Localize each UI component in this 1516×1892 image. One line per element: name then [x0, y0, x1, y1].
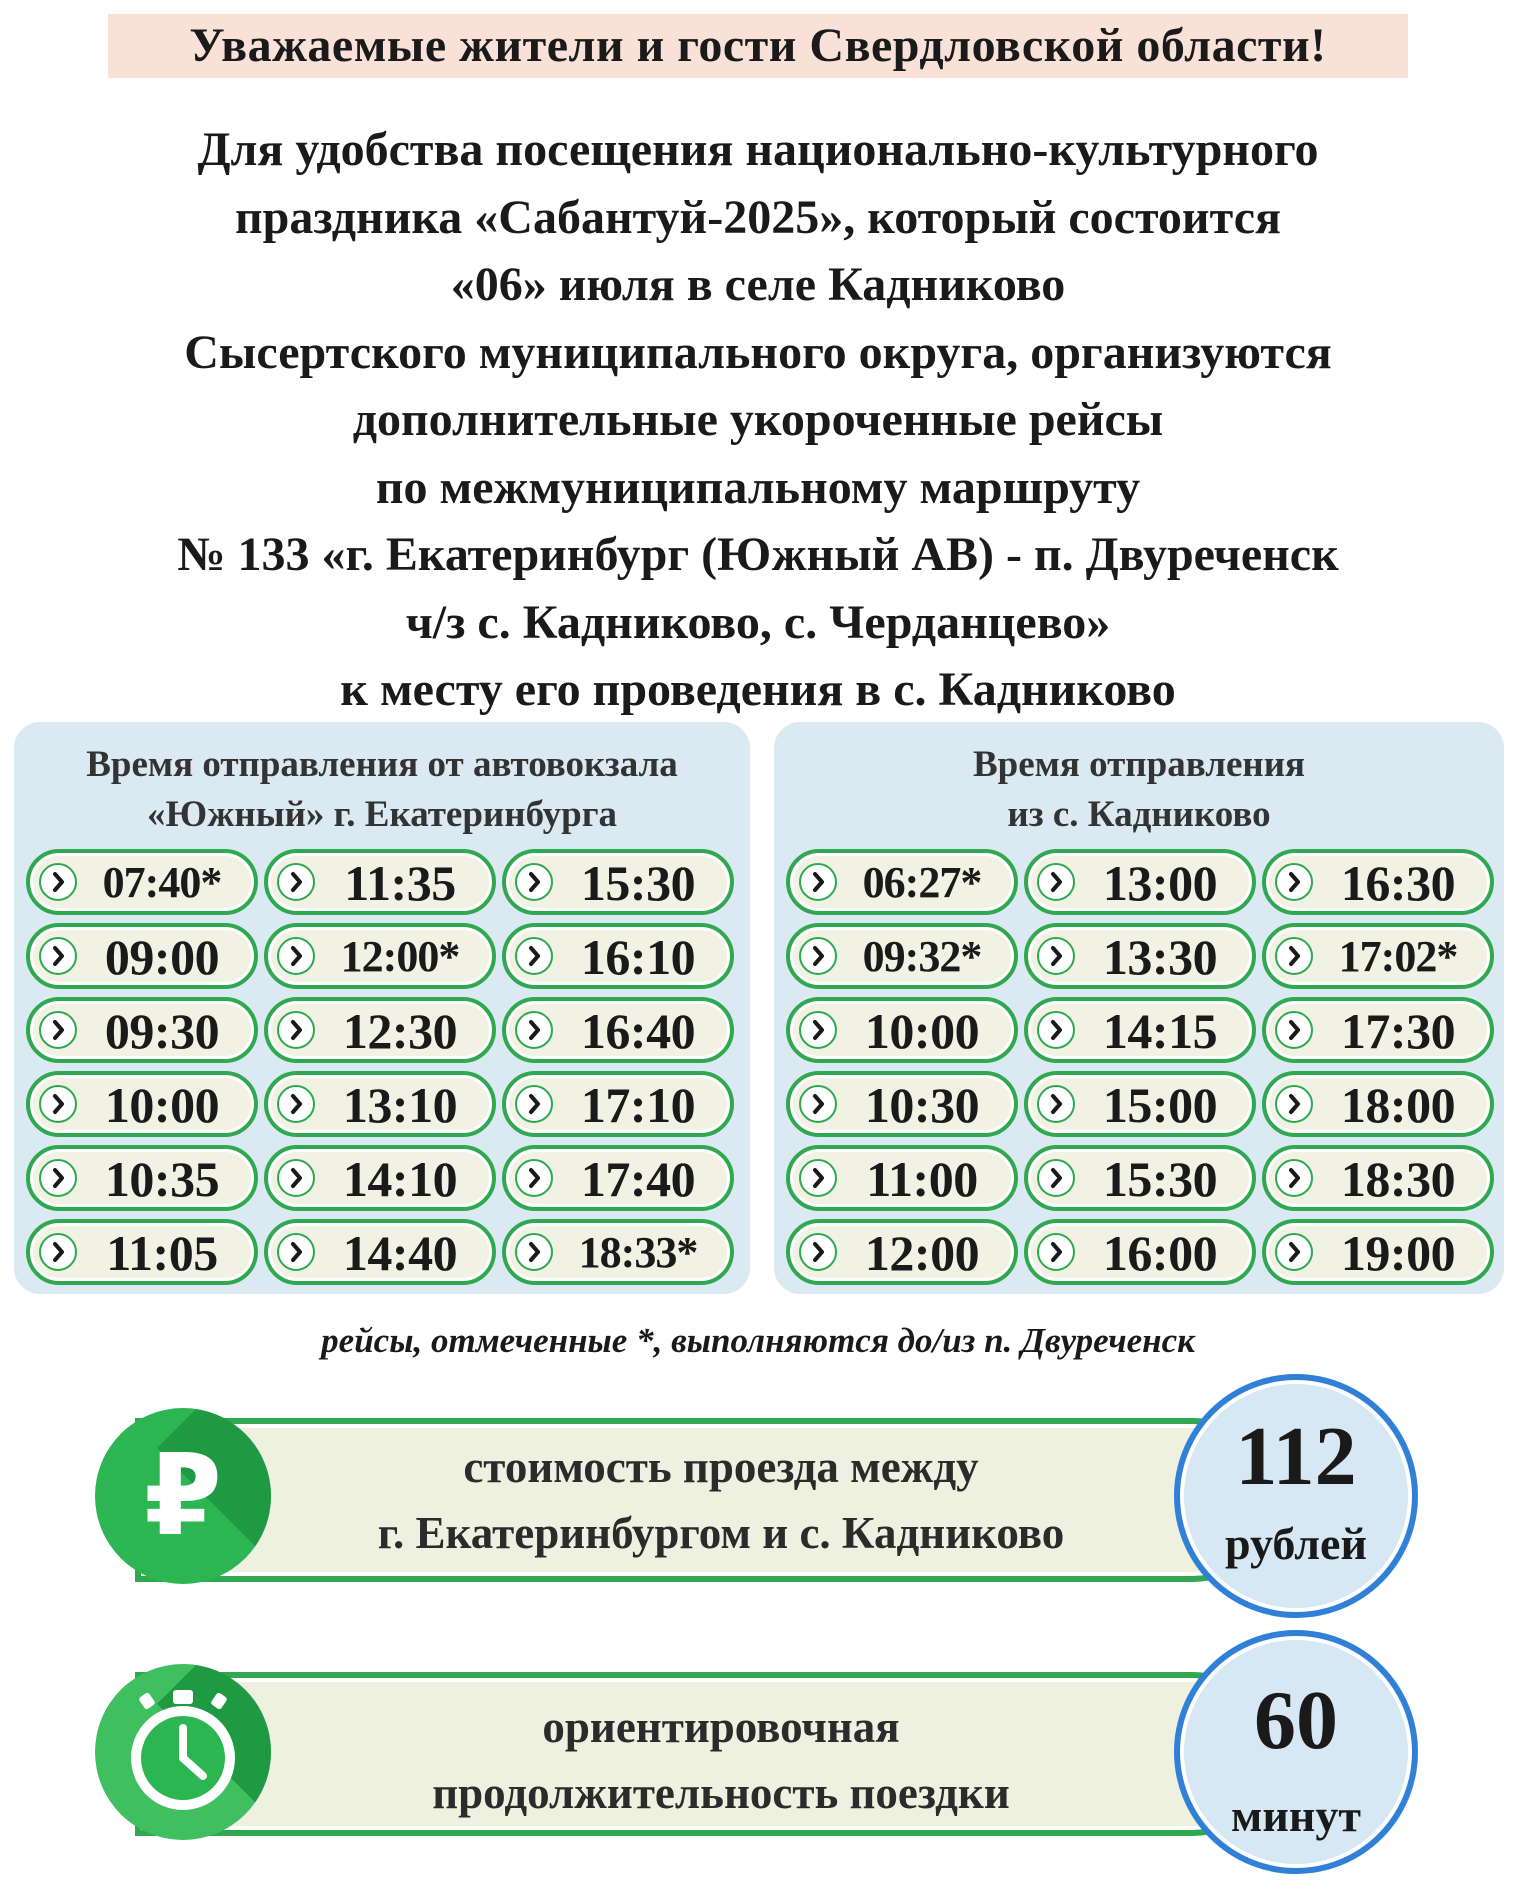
chevron-right-icon — [277, 1085, 315, 1123]
departure-time: 17:30 — [1340, 1003, 1456, 1059]
departure-time-item — [26, 849, 258, 915]
chevron-right-icon — [515, 1233, 553, 1271]
chevron-right-icon — [39, 1085, 77, 1123]
departure-time: 11:05 — [106, 1225, 218, 1281]
departure-time: 07:40* — [102, 858, 222, 907]
chevron-right-icon — [799, 1085, 837, 1123]
chevron-right-icon — [1037, 1085, 1075, 1123]
clock-icon — [95, 1664, 271, 1840]
departure-time: 13:10 — [342, 1077, 458, 1133]
chevron-right-icon — [799, 1159, 837, 1197]
chevron-right-icon — [515, 1085, 553, 1123]
departure-time-item — [26, 1219, 258, 1285]
footnote: рейсы, отмеченные *, выполняются до/из п. Двуреченск — [321, 1321, 1195, 1360]
departure-time-item — [1262, 1219, 1494, 1285]
departure-time: 06:27* — [862, 858, 982, 907]
fare-unit: рублей — [1225, 1518, 1367, 1569]
departure-time: 12:00 — [864, 1225, 980, 1281]
announcement-line: по межмуниципальному маршруту — [375, 460, 1141, 514]
chevron-right-icon — [1037, 937, 1075, 975]
chevron-right-icon — [1037, 1233, 1075, 1271]
schedule-title-line: Время отправления от автовокзала — [86, 744, 678, 785]
departure-time: 16:40 — [580, 1003, 696, 1059]
chevron-right-icon — [1275, 1085, 1313, 1123]
chevron-right-icon — [39, 1159, 77, 1197]
departure-time-item — [1024, 1219, 1256, 1285]
departure-time: 17:40 — [580, 1151, 696, 1207]
chevron-right-icon — [277, 937, 315, 975]
departure-time-item — [1262, 1071, 1494, 1137]
departure-time-item — [786, 1219, 1018, 1285]
chevron-right-icon — [1275, 1159, 1313, 1197]
departure-time-item — [502, 1219, 734, 1285]
chevron-right-icon — [39, 1011, 77, 1049]
departure-time: 10:00 — [864, 1003, 980, 1059]
schedule-title-line: из с. Кадниково — [1007, 794, 1271, 835]
duration-unit: минут — [1231, 1790, 1361, 1841]
announcement-line: к месту его проведения в с. Кадниково — [340, 663, 1176, 716]
fare-info-bar — [135, 1418, 1275, 1582]
departure-time-item — [26, 997, 258, 1063]
departure-time: 10:35 — [104, 1151, 220, 1207]
fare-value-badge — [1174, 1374, 1418, 1618]
announcement-line: «06» июля в селе Кадниково — [450, 258, 1066, 311]
chevron-right-icon — [799, 1233, 837, 1271]
departure-time-item — [264, 923, 496, 989]
chevron-right-icon — [1275, 863, 1313, 901]
departure-time-item — [1262, 849, 1494, 915]
departure-time: 15:30 — [580, 855, 696, 911]
departure-time: 09:32* — [862, 932, 982, 981]
departure-time-item — [1024, 923, 1256, 989]
departure-time-item — [786, 997, 1018, 1063]
departure-time-item — [1262, 923, 1494, 989]
departure-times-grid — [26, 849, 734, 1285]
departure-time-item — [264, 849, 496, 915]
departure-time: 18:33* — [578, 1228, 698, 1277]
departure-time-item — [786, 1071, 1018, 1137]
departure-time: 16:30 — [1340, 855, 1456, 911]
duration-description — [271, 1694, 1171, 1826]
departure-time-item — [502, 1145, 734, 1211]
chevron-right-icon — [1037, 1159, 1075, 1197]
departure-time: 11:35 — [344, 855, 456, 911]
chevron-right-icon — [277, 1233, 315, 1271]
departure-time-item — [502, 997, 734, 1063]
duration-info-bar — [135, 1672, 1275, 1836]
departure-time-item — [502, 1071, 734, 1137]
departure-time-item — [786, 849, 1018, 915]
departure-time-item — [264, 1145, 496, 1211]
announcement-line: ч/з с. Кадниково, с. Черданцево» — [405, 595, 1111, 649]
chevron-right-icon — [515, 1159, 553, 1197]
departure-time: 18:30 — [1340, 1151, 1456, 1207]
schedule-title — [774, 740, 1504, 840]
announcement-line: Для удобства посещения национально-культурного — [197, 123, 1319, 176]
chevron-right-icon — [799, 1011, 837, 1049]
departure-time-item — [26, 1071, 258, 1137]
announcement-line: Сысертского муниципального округа, организуются — [184, 325, 1332, 379]
departure-time: 13:30 — [1102, 929, 1218, 985]
departure-time-item — [786, 1145, 1018, 1211]
departure-time-item — [26, 923, 258, 989]
departure-time-item — [264, 997, 496, 1063]
duration-description-line: ориентировочная — [542, 1702, 900, 1752]
schedule-title-line: «Южный» г. Екатеринбурга — [146, 794, 618, 835]
departure-time: 14:10 — [342, 1151, 458, 1207]
chevron-right-icon — [799, 937, 837, 975]
schedule-title-line: Время отправления — [972, 744, 1306, 785]
chevron-right-icon — [515, 863, 553, 901]
departure-time: 14:40 — [342, 1225, 458, 1281]
departure-time-item — [1024, 1145, 1256, 1211]
departure-time: 15:30 — [1102, 1151, 1218, 1207]
departure-time-item — [26, 1145, 258, 1211]
departure-times-grid — [786, 849, 1494, 1285]
departure-time-item — [1024, 997, 1256, 1063]
duration-description-line: продолжительность поездки — [432, 1768, 1010, 1818]
chevron-right-icon — [277, 1159, 315, 1197]
departure-time-item — [502, 849, 734, 915]
chevron-right-icon — [39, 1233, 77, 1271]
departure-time: 09:00 — [104, 929, 220, 985]
departure-time: 17:10 — [580, 1077, 696, 1133]
chevron-right-icon — [277, 863, 315, 901]
page-headline: Уважаемые жители и гости Свердловской области! — [108, 14, 1408, 78]
departure-time-item — [264, 1219, 496, 1285]
chevron-right-icon — [515, 1011, 553, 1049]
chevron-right-icon — [39, 863, 77, 901]
departure-time: 17:02* — [1338, 932, 1458, 981]
departure-time: 10:00 — [104, 1077, 220, 1133]
chevron-right-icon — [515, 937, 553, 975]
departure-time: 18:00 — [1340, 1077, 1456, 1133]
departure-time: 11:00 — [866, 1151, 978, 1207]
chevron-right-icon — [1275, 1233, 1313, 1271]
chevron-right-icon — [39, 937, 77, 975]
departure-time-item — [502, 923, 734, 989]
departure-time-item — [786, 923, 1018, 989]
chevron-right-icon — [1275, 1011, 1313, 1049]
announcement-text — [40, 116, 1476, 724]
chevron-right-icon — [1037, 1011, 1075, 1049]
departure-time: 16:00 — [1102, 1225, 1218, 1281]
fare-description-line: г. Екатеринбургом и с. Кадниково — [377, 1508, 1065, 1558]
duration-value: 60 — [1254, 1674, 1338, 1767]
duration-value-badge — [1174, 1630, 1418, 1874]
announcement-line: праздника «Сабантуй-2025», который состоится — [234, 190, 1281, 244]
chevron-right-icon — [1275, 937, 1313, 975]
departure-time: 13:00 — [1102, 855, 1218, 911]
chevron-right-icon — [277, 1011, 315, 1049]
departure-time: 09:30 — [104, 1003, 220, 1059]
chevron-right-icon — [1037, 863, 1075, 901]
departure-time: 19:00 — [1340, 1225, 1456, 1281]
fare-description-line: стоимость проезда между — [463, 1442, 979, 1492]
fare-description — [271, 1434, 1171, 1566]
departure-time: 14:15 — [1102, 1003, 1218, 1059]
schedule-title — [14, 740, 750, 840]
departure-time: 15:00 — [1102, 1077, 1218, 1133]
departure-time-item — [1262, 1145, 1494, 1211]
departure-time: 12:00* — [340, 932, 460, 981]
announcement-line: дополнительные укороченные рейсы — [352, 393, 1164, 446]
departure-time-item — [1024, 849, 1256, 915]
announcement-line: № 133 «г. Екатеринбург (Южный АВ) - п. Двуреченск — [177, 528, 1339, 581]
departure-time: 12:30 — [342, 1003, 458, 1059]
departure-time-item — [1262, 997, 1494, 1063]
departure-time-item — [1024, 1071, 1256, 1137]
schedule-panel-kadnikovo — [774, 722, 1504, 1294]
ruble-icon: ₽ — [95, 1408, 271, 1584]
departure-time: 10:30 — [864, 1077, 980, 1133]
fare-value: 112 — [1235, 1410, 1357, 1503]
schedule-panel-ekaterinburg — [14, 722, 750, 1294]
chevron-right-icon — [799, 863, 837, 901]
departure-time: 16:10 — [580, 929, 696, 985]
departure-time-item — [264, 1071, 496, 1137]
